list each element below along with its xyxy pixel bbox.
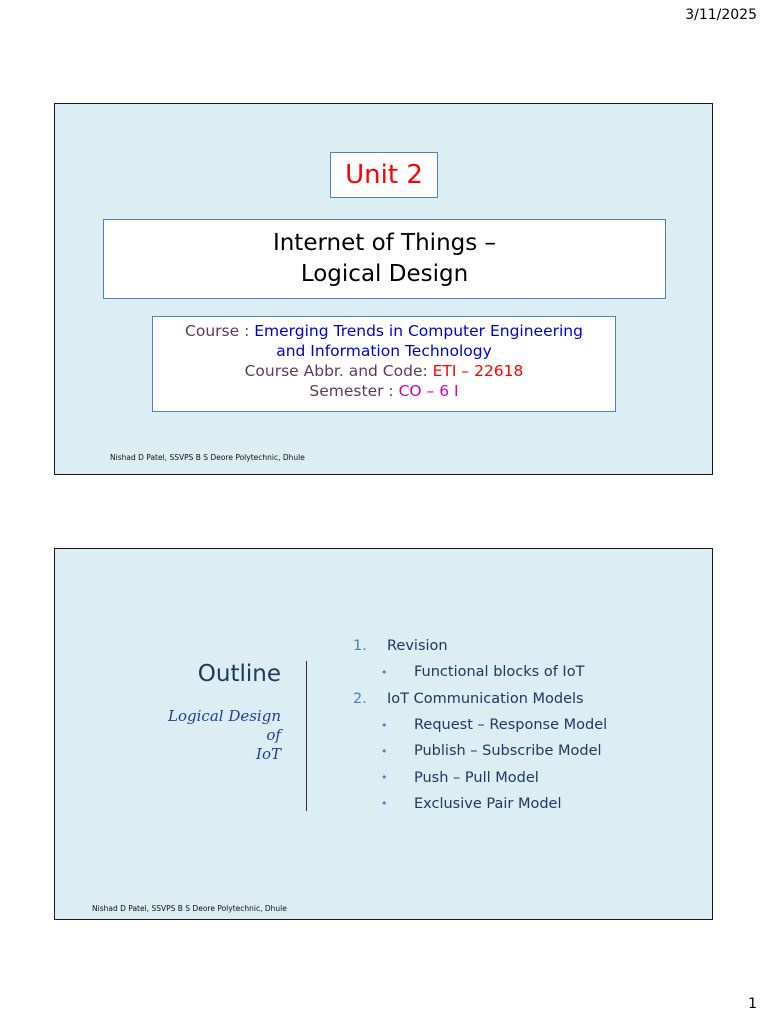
outline-list	[353, 633, 607, 817]
subtitle-line-2: of	[266, 726, 281, 744]
list-item	[353, 764, 607, 790]
list-item	[353, 712, 607, 738]
unit-box	[330, 152, 438, 198]
outline-title: Outline	[197, 661, 281, 687]
list-item	[353, 633, 607, 659]
list-item-label: Exclusive Pair Model	[414, 795, 562, 812]
list-item-label: IoT Communication Models	[387, 690, 584, 707]
semester-label: Semester :	[309, 382, 399, 400]
vertical-divider	[306, 661, 307, 811]
title-line-2: Logical Design	[300, 261, 469, 287]
page-date: 3/11/2025	[685, 7, 757, 23]
course-name-line1: Emerging Trends in Computer Engineering	[254, 322, 583, 340]
bullet-icon: •	[381, 797, 388, 811]
course-name-line2: and Information Technology	[276, 342, 492, 360]
list-item	[353, 791, 607, 817]
bullet-icon: •	[381, 718, 388, 732]
outline-subtitle	[121, 707, 281, 764]
list-item-label: Push – Pull Model	[414, 769, 539, 786]
page-number: 1	[748, 996, 757, 1012]
semester-value: CO – 6 I	[398, 382, 459, 400]
course-abbr-label: Course Abbr. and Code:	[244, 362, 433, 380]
slide-footer: Nishad D Patel, SSVPS B S Deore Polytechnic, Dhule	[110, 453, 305, 462]
course-label: Course :	[185, 322, 255, 340]
title-line-1: Internet of Things –	[272, 230, 497, 256]
list-item	[353, 686, 607, 712]
course-abbr-line	[153, 361, 615, 381]
semester-line	[153, 381, 615, 401]
course-abbr-value: ETI – 22618	[432, 362, 524, 380]
slide-footer: Nishad D Patel, SSVPS B S Deore Polytechnic, Dhule	[92, 904, 287, 913]
slide-title	[54, 103, 713, 475]
bullet-icon: •	[381, 665, 388, 679]
course-line	[153, 321, 615, 341]
list-number: 1.	[353, 638, 367, 655]
bullet-icon: •	[381, 744, 388, 758]
list-number: 2.	[353, 690, 367, 707]
slide-outline	[54, 548, 713, 920]
list-item-label: Publish – Subscribe Model	[414, 743, 602, 760]
subtitle-line-1: Logical Design	[168, 707, 281, 725]
course-info-box	[152, 316, 616, 412]
list-item-label: Functional blocks of IoT	[414, 664, 585, 681]
bullet-icon: •	[381, 771, 388, 785]
list-item	[353, 659, 607, 685]
list-item	[353, 738, 607, 764]
title-box	[103, 219, 666, 299]
unit-title: Unit 2	[345, 160, 423, 190]
list-item-label: Revision	[387, 638, 448, 655]
list-item-label: Request – Response Model	[414, 717, 608, 734]
subtitle-line-3: IoT	[256, 745, 281, 763]
